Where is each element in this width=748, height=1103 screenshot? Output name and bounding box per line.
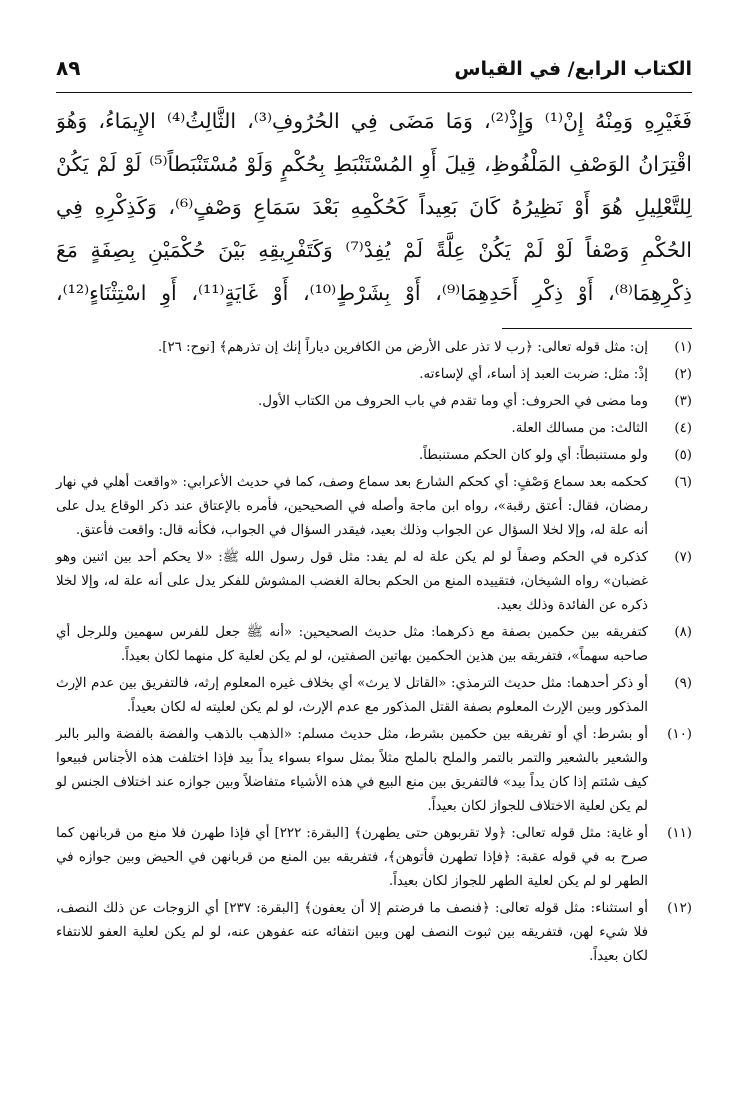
- main-text: [56, 100, 692, 315]
- footnote: [56, 822, 692, 894]
- footnote-number: (٩): [674, 676, 692, 691]
- footnote-text: كتفريقه بين حكمين بصفة مع ذكرهما: مثل حديث الصحيحين: «أنه ﷺ جعل للفرس سهمين وللرجل أي صاحبه سهماً»، فتفريقه بين هذين الحكمين بهاتين الصفتين، لو لم يكن لعلية كل منهما لكان بعيداً.: [56, 625, 648, 664]
- footnote-text: كحكمه بعد سماع وَصْفٍ: أي كحكم الشارع بعد سماع وصف، كما في حديث الأعرابي: «واقعت أهلي في نهار رمضان، فقال: أعتق رقبة»، رواه ابن ماجة وأصله في الصحيحين، فأمره بالإعتاق عند ذكر الوقاع يدل على أنه علة له، وإلا لخلا السؤال عن الجواب وذلك بعيد، فيقدر السؤال في الجواب، فكأنه قال: واقعت فأعتق.: [56, 475, 648, 538]
- main-text-line: فَغَيْرِهِ وَمِنْهُ إِنْ⁽¹⁾ وَإِذْ⁽²⁾، وَمَا مَضَى فِي الحُرُوفِ⁽³⁾، الثَّالِثُ⁽⁴⁾ الإِيمَاءُ، وَهُوَ: [56, 109, 692, 133]
- footnote: [56, 897, 692, 969]
- main-text-line: ذِكْرِهِمَا⁽⁸⁾، أَوْ ذِكْرِ أَحَدِهِمَا⁽⁹⁾، أَوْ بِشَرْطٍ⁽¹⁰⁾، أَوْ غَايَةٍ⁽¹¹⁾، أَوِ اسْتِثْنَاءٍ⁽¹²⁾،: [56, 281, 692, 305]
- page-header: [56, 52, 692, 93]
- footnote-text: الثالث: من مسالك العلة.: [511, 421, 648, 436]
- footnote-number: (٧): [674, 550, 692, 565]
- footnote-number: (٨): [674, 625, 692, 640]
- footnote: [56, 390, 692, 414]
- footnotes: [56, 336, 692, 972]
- main-text-line: الحُكْمِ وَصْفاً لَوْ لَمْ يَكُنْ عِلَّةً لَمْ يُفِدْ⁽⁷⁾ وَكَتَفْرِيقِهِ بَيْنَ حُكْمَيْنِ بِصِفَةٍ مَعَ: [56, 238, 692, 262]
- footnote-text: ولو مستنبطاً: أي ولو كان الحكم مستنبطاً.: [418, 448, 648, 463]
- footnote-number: (٣): [674, 394, 692, 409]
- footnote-separator: [502, 328, 692, 329]
- footnote-text: وما مضى في الحروف: أي وما تقدم في باب الحروف من الكتاب الأول.: [258, 394, 648, 409]
- footnote: [56, 672, 692, 720]
- footnote: [56, 417, 692, 441]
- footnote: [56, 444, 692, 468]
- book-page: [56, 0, 692, 1103]
- footnote-text: إذْ: مثل: ضربت العبد إذ أساء، أي لإساءته.: [419, 367, 648, 382]
- footnote-number: (١٢): [667, 901, 692, 916]
- footnote: [56, 336, 692, 360]
- footnote-number: (٤): [674, 421, 692, 436]
- main-text-line: اقْتِرَانُ الوَصْفِ المَلْفُوظِ، قِيلَ أَوِ المُسْتَنْبَطِ بِحُكْمٍ وَلَوْ مُسْتَنْبَطاً⁽⁵⁾ لَوْ لَمْ يَكُنْ: [56, 152, 692, 176]
- footnote: [56, 471, 692, 543]
- footnote-text: أو بشرط: أي أو تفريقه بين حكمين بشرط، مثل حديث مسلم: «الذهب بالذهب والفضة بالفضة والبر بالبر والشعير بالشعير والتمر بالتمر والملح بالملح مثلاً بمثل سواء بسواء يداً بيد فإذا اختلفت هذه الأجناس فبيعوا كيف شئتم إذا كان يداً بيد» فالتفريق بين منع البيع في هذه الأشياء متفاضلاً وبين جوازه عند اختلاف الجنس لو لم يكن لعلية الاختلاف للجواز لكان بعيداً.: [56, 727, 648, 814]
- footnote-number: (٢): [674, 367, 692, 382]
- footnote-text: أو استثناء: مثل قوله تعالى: ﴿فنصف ما فرضتم إلا أن يعفون﴾ [البقرة: ٢٣٧] أي الزوجات عن ذلك النصف، فلا شيء لهن، فتفريقه بين ثبوت النصف لهن وبين انتفائه عنه عفوهن عنه، لو لم يكن لعلية العفو للانتفاء لكان بعيداً.: [56, 901, 648, 964]
- running-title: الكتاب الرابع/ في القياس: [454, 58, 692, 80]
- footnote-text: أو ذكر أحدهما: مثل حديث الترمذي: «القاتل لا يرث» أي بخلاف غيره المعلوم إرثه، فالتفريق بين عدم الإرث المذكور وبين الإرث المعلوم بصفة القتل المذكور مع عدم الإرث، لو لم يكن لعليته له لكان بعيداً.: [56, 676, 648, 715]
- footnote-number: (٥): [674, 448, 692, 463]
- footnote-text: إن: مثل قوله تعالى: ﴿رب لا تذر على الأرض من الكافرين دياراً إنك إن تذرهم﴾ [نوح: ٢٦].: [157, 340, 648, 355]
- page-number: ٨٩: [56, 56, 81, 80]
- footnote: [56, 546, 692, 618]
- footnote: [56, 723, 692, 819]
- footnote-number: (١): [674, 340, 692, 355]
- footnote-text: كذكره في الحكم وصفاً لو لم يكن علة له لم يفد: مثل قول رسول الله ﷺ: «لا يحكم أحد بين اثنين وهو غضبان» رواه الشيخان، فتقييده المنع من الحكم بحالة الغضب المشوش للفكر يدل على أنه علة له، وإلا لخلا ذكره عن الفائدة وذلك بعيد.: [56, 550, 648, 613]
- footnote-number: (١٠): [667, 727, 692, 742]
- footnote-number: (٦): [674, 475, 692, 490]
- footnote-number: (١١): [667, 826, 692, 841]
- footnote: [56, 363, 692, 387]
- footnote-text: أو غاية: مثل قوله تعالى: ﴿ولا تقربوهن حتى يطهرن﴾ [البقرة: ٢٢٢] أي فإذا طهرن فلا منع من قربانهن كما صرح به في قوله عقبة: ﴿فإذا تطهرن فأتوهن﴾، فتفريقه بين المنع من قربانهن في الحيض وبين جوازه في الطهر لو لم يكن لعلية الطهر للجواز لكان بعيداً.: [56, 826, 648, 889]
- main-text-line: لِلتَّعْلِيلِ هُوَ أَوْ نَظِيرُهُ كَانَ بَعِيداً كَحُكْمِهِ بَعْدَ سَمَاعِ وَصْفٍ⁽⁶⁾، وَكَذِكْرِهِ فِي: [56, 195, 692, 219]
- footnote: [56, 621, 692, 669]
